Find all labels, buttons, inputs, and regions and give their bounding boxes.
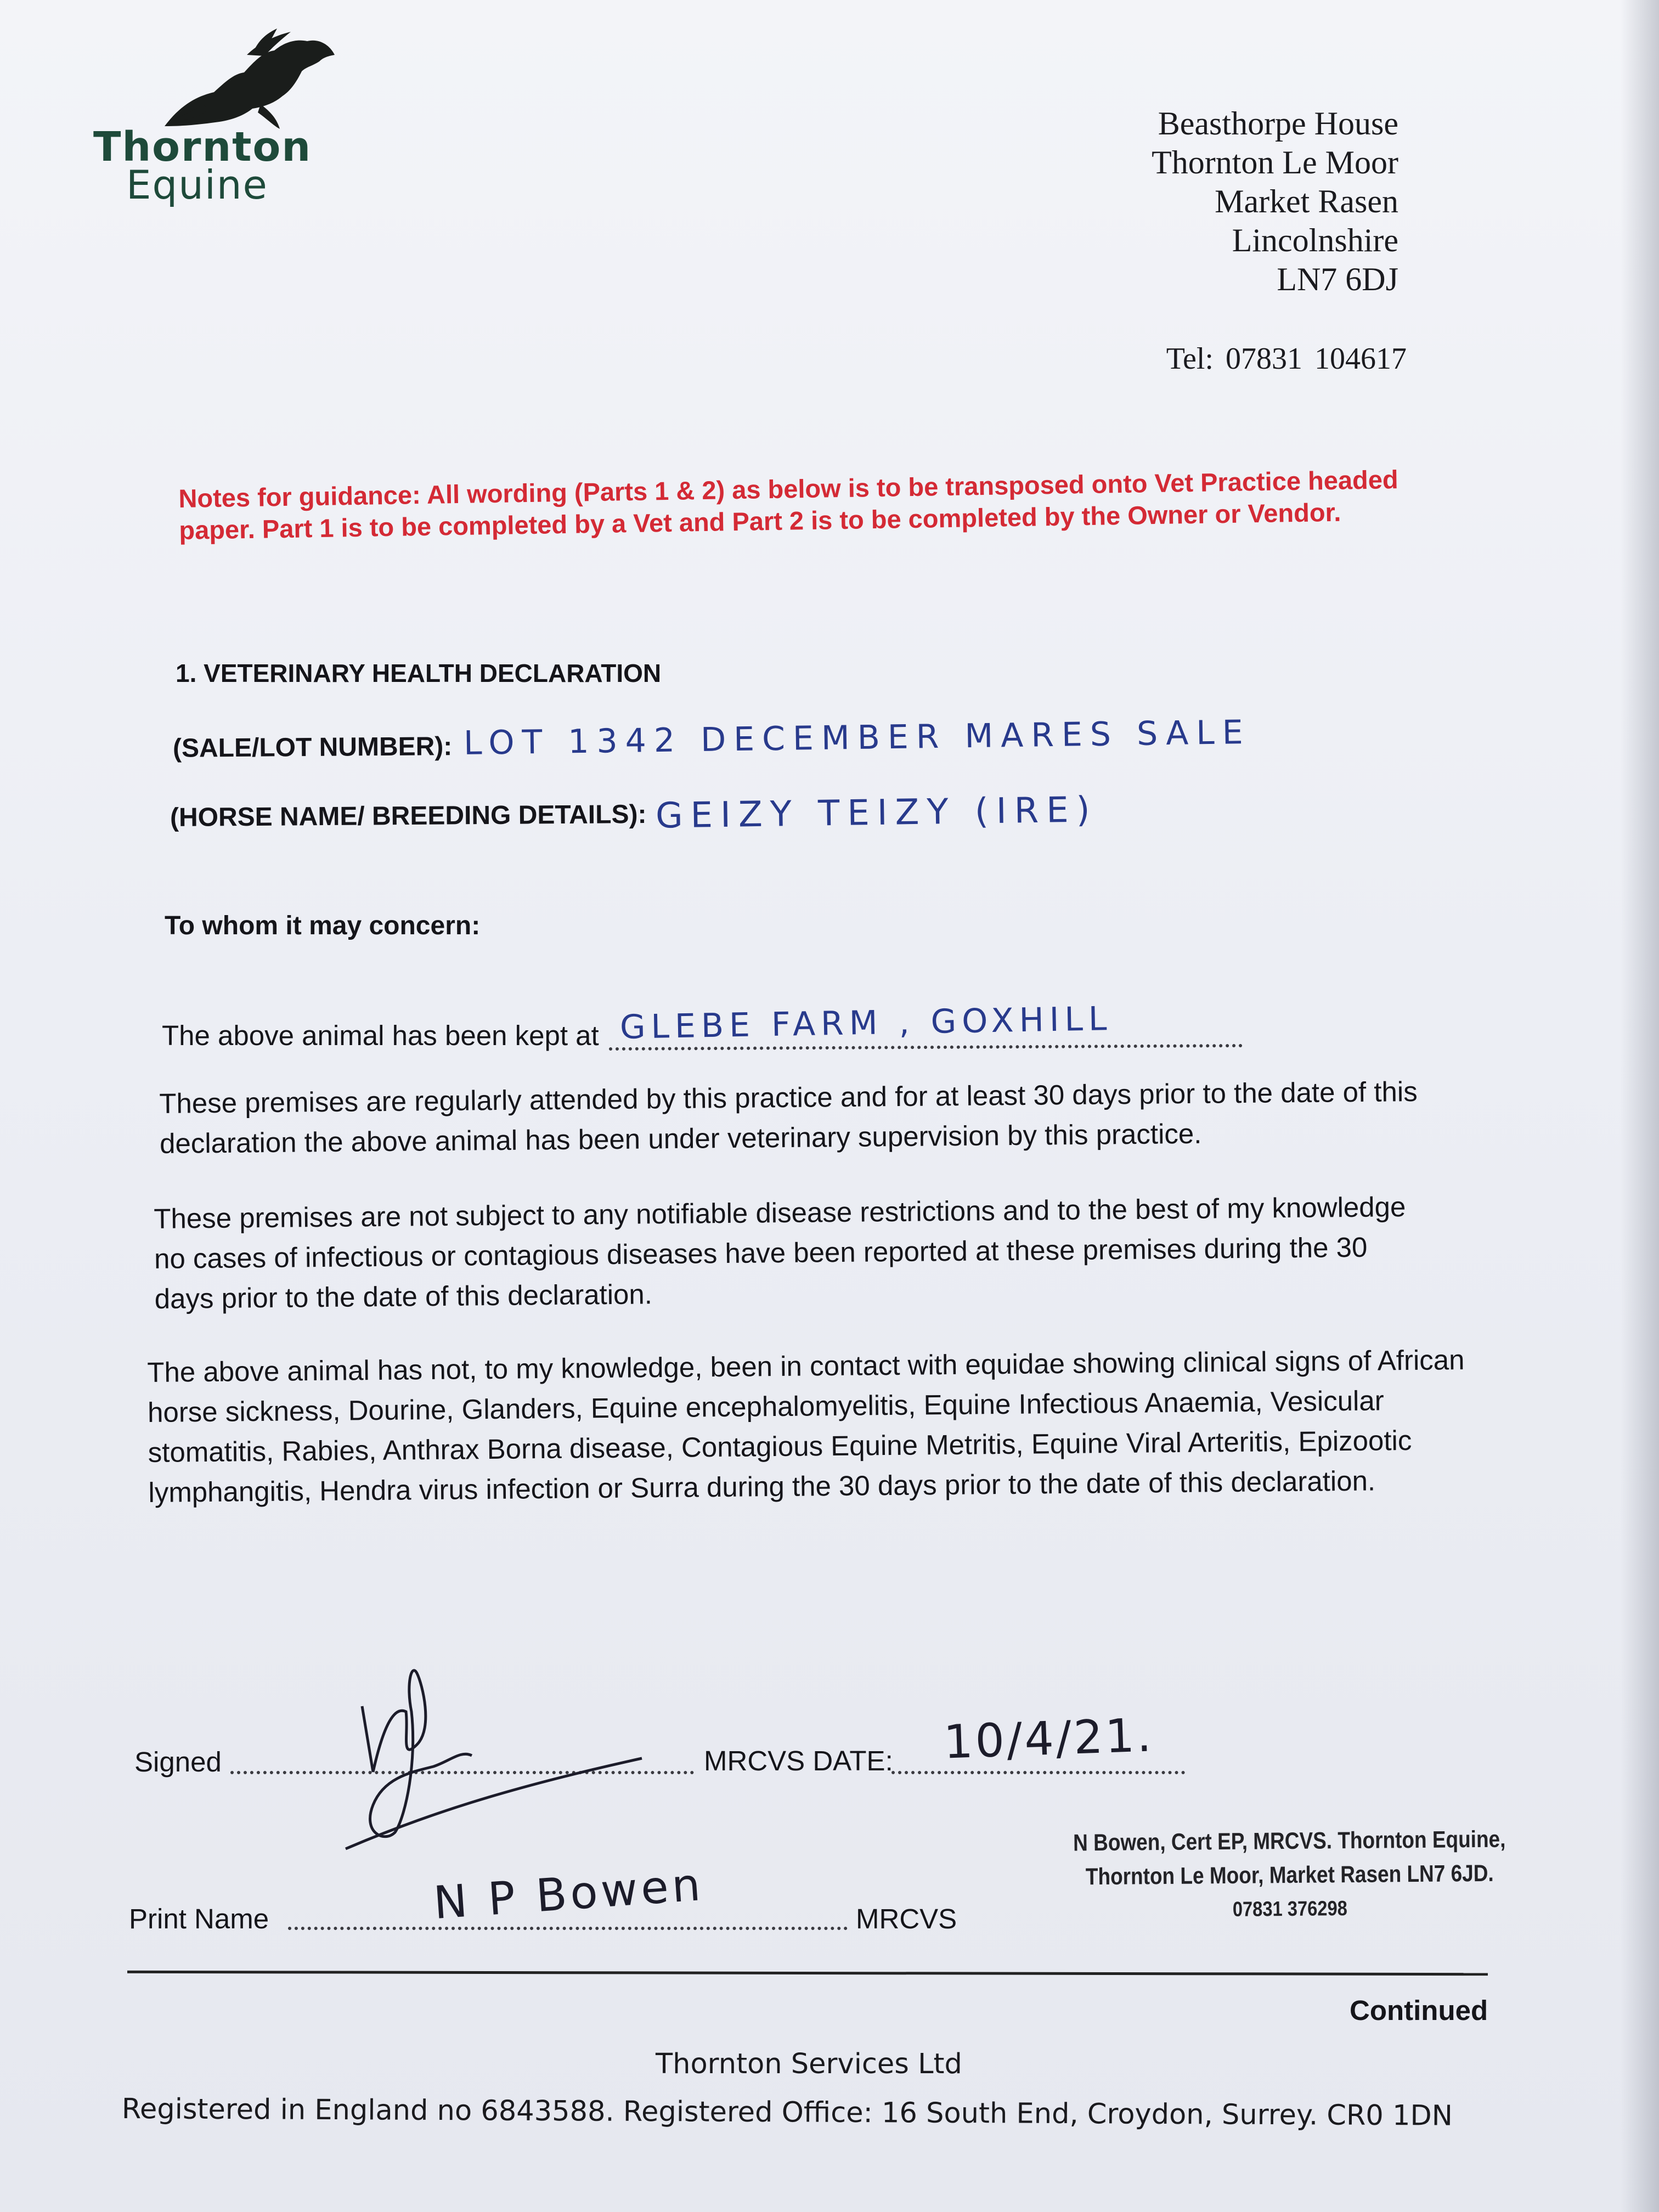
horse-name-label: (HORSE NAME/ BREEDING DETAILS): — [170, 799, 647, 833]
signed-label: Signed — [134, 1746, 222, 1778]
print-name-label: Print Name — [129, 1903, 269, 1934]
stamp-line-2: Thornton Le Moor, Market Rasen LN7 6JD. — [1085, 1860, 1494, 1891]
address-block — [1152, 104, 1398, 299]
address-line-2: Thornton Le Moor — [1152, 144, 1398, 180]
page-edge-shadow — [1621, 0, 1659, 2212]
print-name-dotted-line — [288, 1927, 848, 1930]
signature-mark — [340, 1651, 647, 1860]
date-dotted-line — [891, 1771, 1185, 1774]
sale-lot-value: LOT 1342 DECEMBER MARES SALE — [463, 713, 1251, 763]
address-line-4: Lincolnshire — [1232, 222, 1398, 258]
kept-at-label: The above animal has been kept at — [162, 1020, 599, 1051]
footer-registration: Registered in England no 6843588. Registered Office: 16 South End, Croydon, Surrey. CR0 1DN — [121, 2093, 1453, 2132]
address-line-1: Beasthorpe House — [1158, 105, 1398, 142]
address-line-3: Market Rasen — [1215, 183, 1398, 219]
paragraph-supervision: These premises are regularly attended by this practice and for at least 30 days prior to the date of this declaration the above animal has been under veterinary supervision by this practice. — [159, 1075, 1418, 1159]
mrcvs-date-label: MRCVS DATE: — [704, 1745, 893, 1776]
sale-lot-label: (SALE/LOT NUMBER): — [172, 732, 453, 763]
continued-label: Continued — [1350, 1995, 1488, 2026]
logo-word-equine: Equine — [126, 162, 268, 208]
vet-stamp — [1053, 1822, 1526, 1928]
section-heading: 1. VETERINARY HEALTH DECLARATION — [176, 659, 662, 687]
stamp-line-1: N Bowen, Cert EP, MRCVS. Thornton Equine, — [1073, 1826, 1506, 1857]
company-logo — [93, 22, 335, 208]
print-name-value: N P Bowen — [432, 1858, 706, 1930]
paragraph-no-restrictions: These premises are not subject to any notifiable disease restrictions and to the best of my knowledge no cases of infectious or contagious diseases have been reported at these premises during the 30 days prior to the date of this declaration. — [154, 1191, 1406, 1314]
signature-date: 10/4/21. — [943, 1708, 1155, 1769]
telephone: Tel: 07831 104617 — [1166, 342, 1407, 376]
kept-at-value: GLEBE FARM , GOXHILL — [619, 1000, 1113, 1047]
notes-for-guidance: Notes for guidance: All wording (Parts 1 & 2) as below is to be transposed onto Vet Practice headed paper. Part 1 is to be completed by a Vet and Part 2 is to be completed by the Owner or Vendor. — [178, 465, 1398, 545]
footer-company: Thornton Services Ltd — [656, 2048, 962, 2080]
jumping-horse-icon — [143, 22, 340, 132]
stamp-line-3: 07831 376298 — [1232, 1897, 1348, 1921]
logo-word-thornton: Thornton — [93, 123, 312, 171]
salutation: To whom it may concern: — [165, 911, 481, 940]
mrcvs-label: MRCVS — [856, 1903, 957, 1934]
horse-name-value: GEIZY TEIZY (IRE) — [655, 789, 1098, 837]
paragraph-no-contact: The above animal has not, to my knowledge, been in contact with equidae showing clinical signs of African horse sickness, Dourine, Glanders, Equine encephalomyelitis, Equine Infectious Anaemia, Vesicular stomatitis, Rabies, Anthrax Borna disease, Contagious Equine Metritis, Equine Viral Arteritis, Epizootic lymphangitis, Hendra virus infection or Surra during the 30 days prior to the date of this declaration. — [147, 1344, 1465, 1508]
address-line-5: LN7 6DJ — [1277, 261, 1398, 297]
horizontal-rule — [127, 1971, 1488, 1976]
